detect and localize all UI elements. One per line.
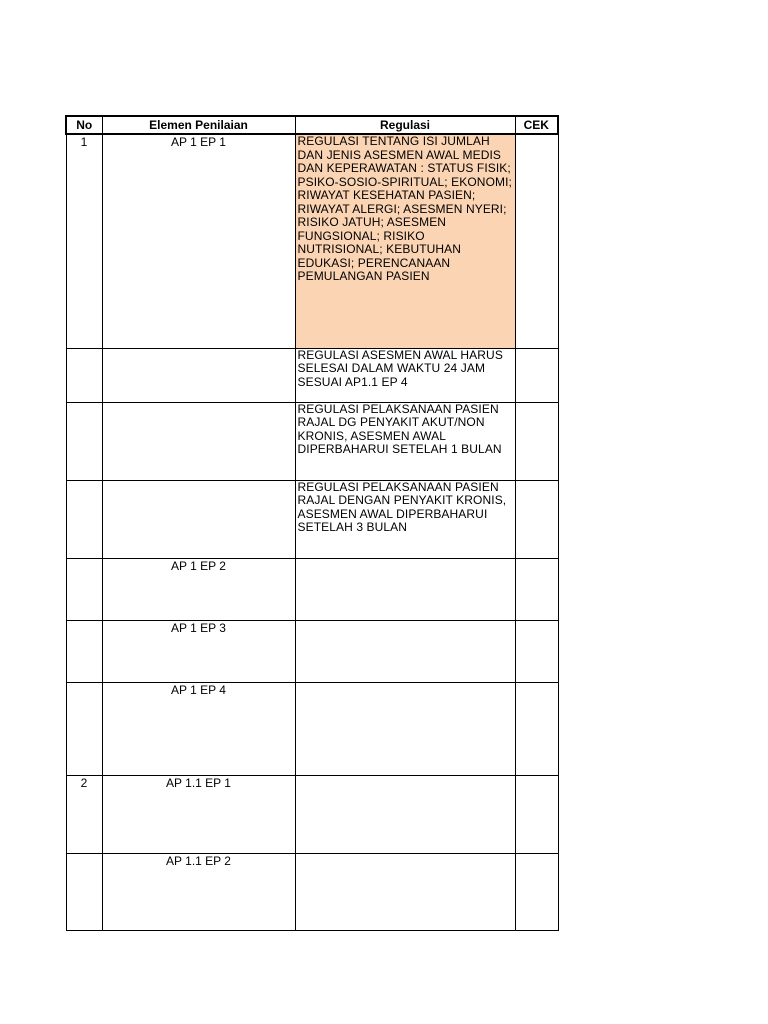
cell-elemen: AP 1 EP 1 [102, 134, 295, 348]
cell-cek[interactable] [515, 348, 558, 402]
table-row [66, 853, 558, 930]
cell-elemen [102, 402, 295, 480]
cell-regulasi [295, 853, 515, 930]
cell-regulasi [295, 558, 515, 620]
table-row [66, 775, 558, 853]
cell-no [66, 853, 102, 930]
cell-cek[interactable] [515, 682, 558, 775]
cell-no [66, 682, 102, 775]
header-regulasi: Regulasi [295, 116, 515, 134]
cell-no [66, 348, 102, 402]
cell-cek[interactable] [515, 480, 558, 558]
cell-regulasi [295, 682, 515, 775]
table-row [66, 348, 558, 402]
table-row [66, 620, 558, 682]
header-row [66, 116, 558, 134]
cell-cek[interactable] [515, 775, 558, 853]
cell-regulasi: REGULASI PELAKSANAAN PASIEN RAJAL DG PENYAKIT AKUT/NON KRONIS, ASESMEN AWAL DIPERBAHARUI SETELAH 1 BULAN [295, 402, 515, 480]
cell-elemen: AP 1.1 EP 2 [102, 853, 295, 930]
cell-elemen [102, 348, 295, 402]
cell-cek[interactable] [515, 620, 558, 682]
cell-elemen: AP 1 EP 4 [102, 682, 295, 775]
cell-no [66, 558, 102, 620]
cell-no [66, 402, 102, 480]
cell-cek[interactable] [515, 402, 558, 480]
cell-cek[interactable] [515, 134, 558, 348]
header-elemen-penilaian: Elemen Penilaian [102, 116, 295, 134]
cell-regulasi [295, 775, 515, 853]
cell-elemen [102, 480, 295, 558]
cell-no: 2 [66, 775, 102, 853]
cell-no [66, 480, 102, 558]
cell-regulasi [295, 620, 515, 682]
cell-elemen: AP 1.1 EP 1 [102, 775, 295, 853]
table-row [66, 402, 558, 480]
table-row [66, 682, 558, 775]
table-row [66, 558, 558, 620]
header-no: No [66, 116, 102, 134]
table-row [66, 134, 558, 348]
cell-no [66, 620, 102, 682]
assessment-table [65, 115, 559, 931]
cell-cek[interactable] [515, 853, 558, 930]
cell-regulasi: REGULASI PELAKSANAAN PASIEN RAJAL DENGAN PENYAKIT KRONIS, ASESMEN AWAL DIPERBAHARUI SETELAH 3 BULAN [295, 480, 515, 558]
header-cek: CEK [515, 116, 558, 134]
cell-regulasi-highlighted: REGULASI TENTANG ISI JUMLAH DAN JENIS ASESMEN AWAL MEDIS DAN KEPERAWATAN : STATUS FISIK; PSIKO-SOSIO-SPIRITUAL; EKONOMI; RIWAYAT KESEHATAN PASIEN; RIWAYAT ALERGI; ASESMEN NYERI; RISIKO JATUH; ASESMEN FUNGSIONAL; RISIKO NUTRISIONAL; KEBUTUHAN EDUKASI; PERENCANAAN PEMULANGAN PASIEN [295, 134, 515, 348]
cell-regulasi: REGULASI ASESMEN AWAL HARUS SELESAI DALAM WAKTU 24 JAM SESUAI AP1.1 EP 4 [295, 348, 515, 402]
cell-elemen: AP 1 EP 2 [102, 558, 295, 620]
cell-elemen: AP 1 EP 3 [102, 620, 295, 682]
table-row [66, 480, 558, 558]
cell-no: 1 [66, 134, 102, 348]
cell-cek[interactable] [515, 558, 558, 620]
